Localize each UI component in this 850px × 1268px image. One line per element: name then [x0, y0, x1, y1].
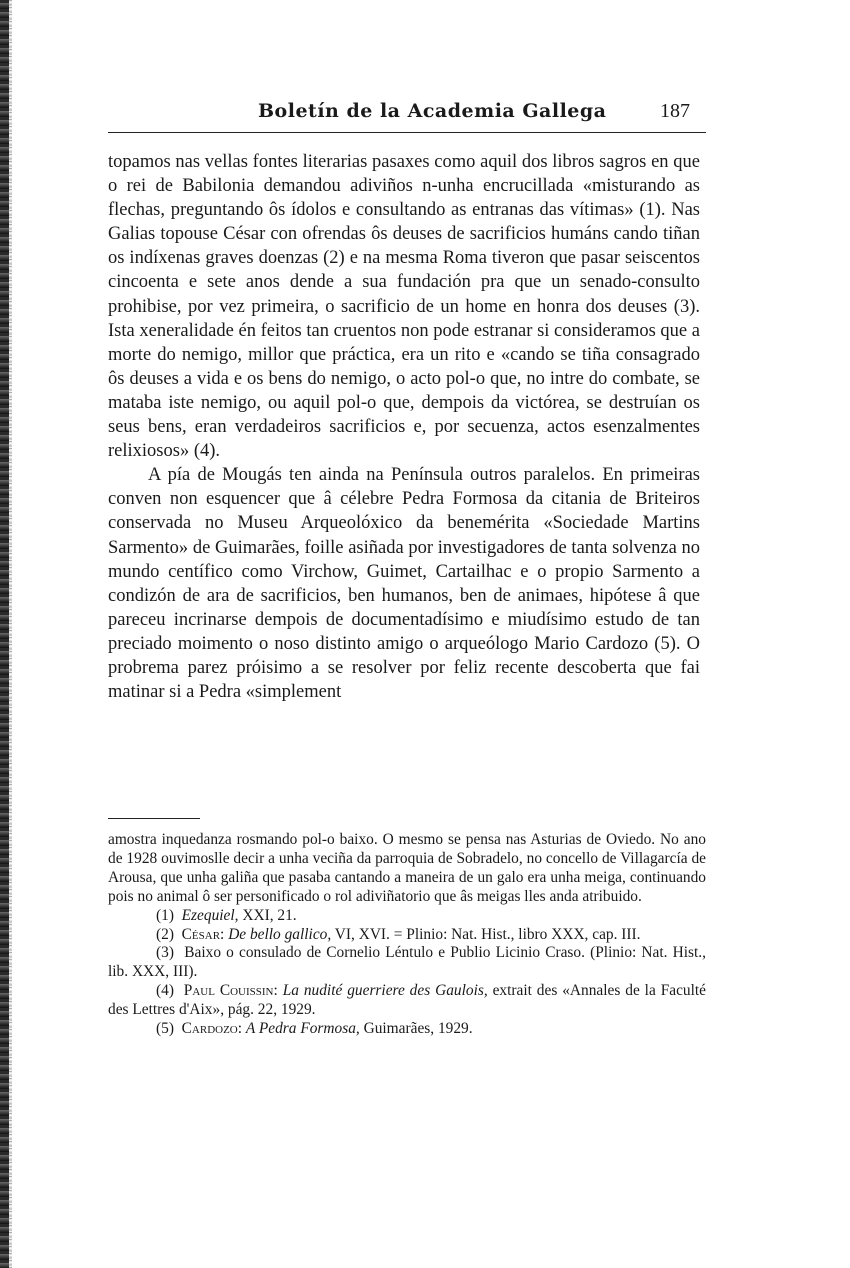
- footnote-text: extrait des «Annales de la Faculté des Lettres d'Aix», pág. 22, 1929.: [108, 982, 706, 1019]
- footnote-author: César:: [181, 925, 225, 943]
- page-header: [108, 96, 706, 130]
- page-edge: [9, 0, 12, 1268]
- footnote-4: [108, 982, 706, 1020]
- footnote-work: A Pedra Formosa,: [245, 1020, 360, 1038]
- page-number: 187: [660, 100, 690, 122]
- footnote-author: Paul Couissin:: [183, 982, 278, 1000]
- footnote-2: [108, 926, 706, 945]
- footnote-3: [108, 944, 706, 982]
- paragraph: A pía de Mougás ten ainda na Península outros paralelos. En primeiras conven non esquencer que â célebre Pedra Formosa da citania de Briteiros conservada no Museu Arqueolóxico da benemérita «Sociedade Martins Sarmento» de Guimarães, foille asiñada por investigadores de tanta solvenza no mundo centífico como Virchow, Guimet, Cartailhac e o propio Sarmento a condizón de ara de sacrificios, ben humanos, ben de animaes, hipótese â que pareceu incrinarse dempois de documentadísimo e miudísimo estudo de tan preciado moimento o noso distinto amigo o arqueólogo Mario Cardozo (5). O probrema parez próisimo a se resolver por feliz recente descoberta que fai matinar si a Pedra «simplement: [108, 465, 700, 703]
- footnotes: [108, 831, 706, 1039]
- footnote-text: Baixo o consulado de Cornelio Léntulo e Publio Licinio Craso. (Plinio: Nat. Hist., lib. XXX, III).: [108, 944, 707, 981]
- main-text: [108, 150, 700, 704]
- footnote-number: (4): [156, 982, 174, 1000]
- footnote-author: Cardozo:: [181, 1020, 243, 1038]
- footnote-number: (1): [156, 906, 174, 924]
- footnote-number: (5): [156, 1020, 174, 1038]
- footnote-number: (3): [156, 944, 174, 962]
- footnote-work: De bello gallico,: [228, 925, 332, 943]
- footnote-rule: [108, 818, 200, 819]
- footnote-text: VI, XVI. = Plinio: Nat. Hist., libro XXX, cap. III.: [331, 925, 641, 943]
- running-title: Boletín de la Academia Gallega: [258, 100, 607, 122]
- footnote-work: La nudité guerriere des Gaulois,: [282, 982, 488, 1000]
- paragraph: topamos nas vellas fontes literarias pasaxes como aquil dos libros sagros en que o rei de Babilonia demandou adiviños n-unha encrucillada «misturando as flechas, preguntando ôs ídolos e consultando as entranas das vítimas» (1). Nas Galias topouse César con ofrendas ôs deuses de sacrificios humáns cando tiñan os indíxenas graves doenzas (2) e na mesma Roma tiveron que pasar seiscentos cincoenta e sete anos dende a sua fundación pra que un senado-consulto prohibise, por vez primeira, o sacrificio de un home en honra dos deuses (3). Ista xeneralidade én feitos tan cruentos non pode estranar si consideramos que a morte do nemigo, millor que práctica, era un rito e «cando se tiña consagrado ôs deuses a vida e os bens do nemigo, o acto pol-o que, no intre do combate, se mataba iste nemigo, ou aquil pol-o que, dempois da victórea, se destruían os seus bens, eran verdadeiros sacrificios e, por secuenza, actos esenzalmentes relixiosos» (4).: [108, 152, 700, 462]
- footnote-text: Guimarães, 1929.: [359, 1020, 473, 1038]
- footnote-text: XXI, 21.: [238, 906, 297, 924]
- book-spine-shadow: [0, 0, 9, 1268]
- footnote-5: [108, 1020, 706, 1039]
- header-rule: [108, 132, 706, 133]
- footnote-continuation: amostra inquedanza rosmando pol-o baixo. O mesmo se pensa nas Asturias de Oviedo. No ano de 1928 ouvimoslle decir a unha veciña da parroquia de Sobradelo, no concello de Villagarcía de Arousa, que unha galiña que pasaba cantando a maneira de un galo era unha meiga, continuando pois no animal ô ser personificado o rol adiviñatorio que âs meigas lles anda atribuido.: [108, 831, 706, 905]
- footnote-number: (2): [156, 925, 174, 943]
- footnote-work: Ezequiel,: [181, 906, 239, 924]
- footnote-1: [108, 907, 706, 926]
